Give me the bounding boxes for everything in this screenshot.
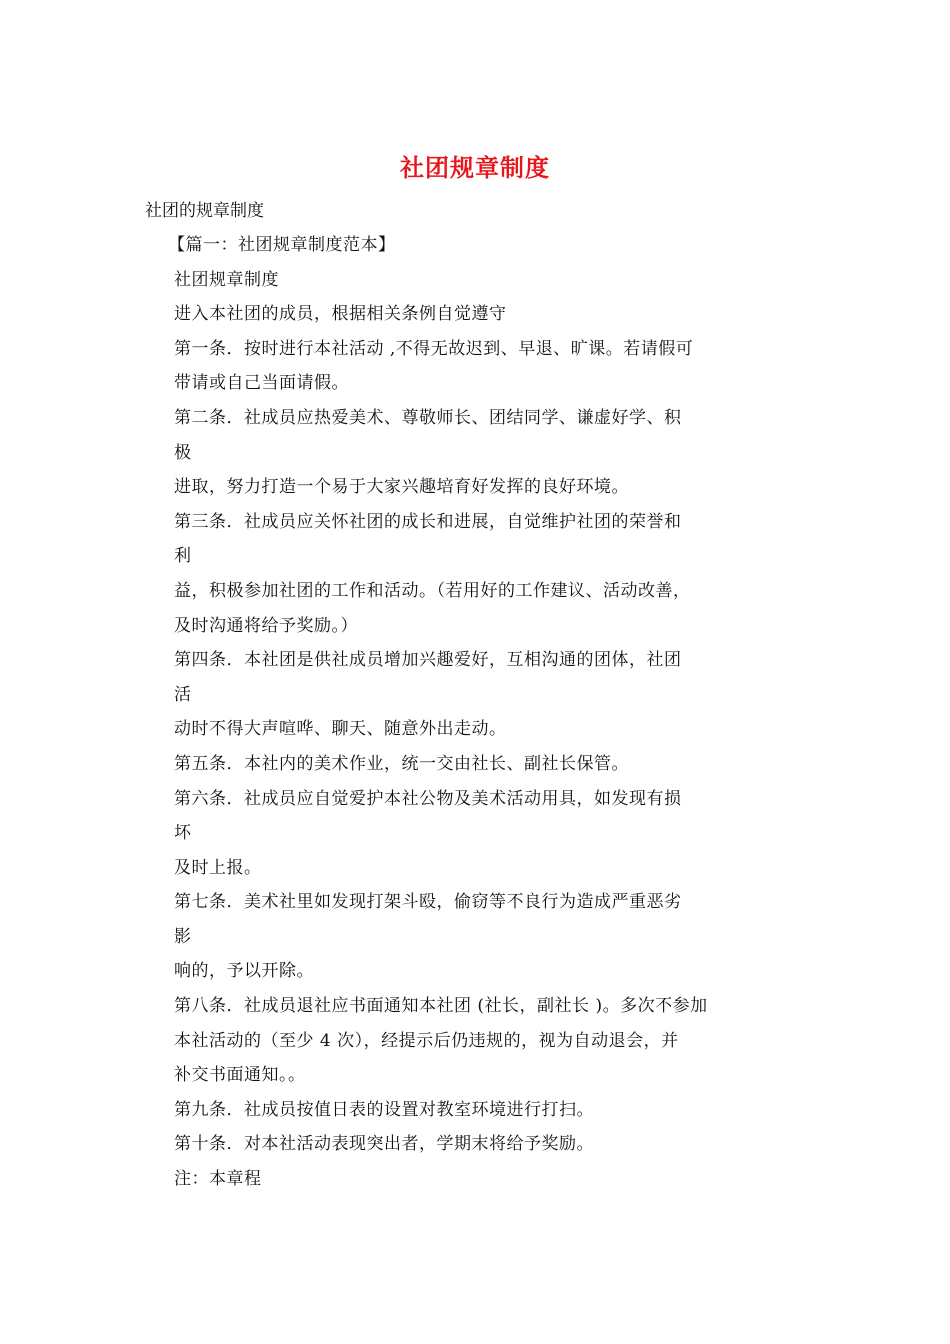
body-text-line: 及时沟通将给予奖励。） <box>174 615 358 636</box>
body-text-line: 影 <box>174 926 192 947</box>
body-text-line: 本社活动的（至少 4 次），经提示后仍违规的，视为自动退会，并 <box>174 1030 679 1051</box>
body-text-line: 坏 <box>174 823 192 844</box>
body-text-line: 补交书面通知。。 <box>174 1065 306 1086</box>
body-text-line: 第六条．社成员应自觉爱护本社公物及美术活动用具，如发现有损 <box>174 788 682 809</box>
body-text-line: 注：本章程 <box>174 1169 262 1190</box>
body-text-line: 第十条．对本社活动表现突出者，学期末将给予奖励。 <box>174 1134 594 1155</box>
section-heading: 【篇一：社团规章制度范本】 <box>168 235 396 255</box>
document-body <box>168 231 814 1200</box>
body-text-line: 第九条．社成员按值日表的设置对教室环境进行打扫。 <box>174 1099 594 1120</box>
body-text-line: 极 <box>174 442 192 463</box>
body-text-line: 第八条．社成员退社应书面通知本社团 (社长，副社长 )。多次不参加 <box>174 996 708 1017</box>
body-text-line: 社团规章制度 <box>174 269 279 290</box>
body-text-line: 活 <box>174 684 192 705</box>
body-text-line: 第五条．本社内的美术作业，统一交由社长、副社长保管。 <box>174 753 629 774</box>
body-text-line: 及时上报。 <box>174 857 262 878</box>
body-text-line: 第一条．按时进行本社活动 ,不得无故迟到、早退、旷课。若请假可 <box>174 338 694 359</box>
document-title: 社团规章制度 <box>400 153 550 182</box>
body-text-line: 进取，努力打造一个易于大家兴趣培育好发挥的良好环境。 <box>174 477 629 498</box>
body-text-line: 第七条．美术社里如发现打架斗殴，偷窃等不良行为造成严重恶劣 <box>174 892 682 913</box>
body-text-line: 响的，予以开除。 <box>174 961 314 982</box>
body-text-line: 第二条．社成员应热爱美术、尊敬师长、团结同学、谦虚好学、积 <box>174 407 682 428</box>
body-text-line: 带请或自己当面请假。 <box>174 373 349 394</box>
body-text-line: 第三条．社成员应关怀社团的成长和进展，自觉维护社团的荣誉和 <box>174 511 682 532</box>
body-text-line: 进入本社团的成员，根据相关条例自觉遵守 <box>174 304 507 325</box>
body-text-line: 动时不得大声喧哗、聊天、随意外出走动。 <box>174 719 507 740</box>
document-subtitle: 社团的规章制度 <box>145 201 264 221</box>
body-text-line: 第四条．本社团是供社成员增加兴趣爱好，互相沟通的团体，社团 <box>174 650 682 671</box>
body-text-line: 利 <box>174 546 192 567</box>
body-text-line: 益，积极参加社团的工作和活动。（若用好的工作建议、活动改善， <box>174 580 691 601</box>
